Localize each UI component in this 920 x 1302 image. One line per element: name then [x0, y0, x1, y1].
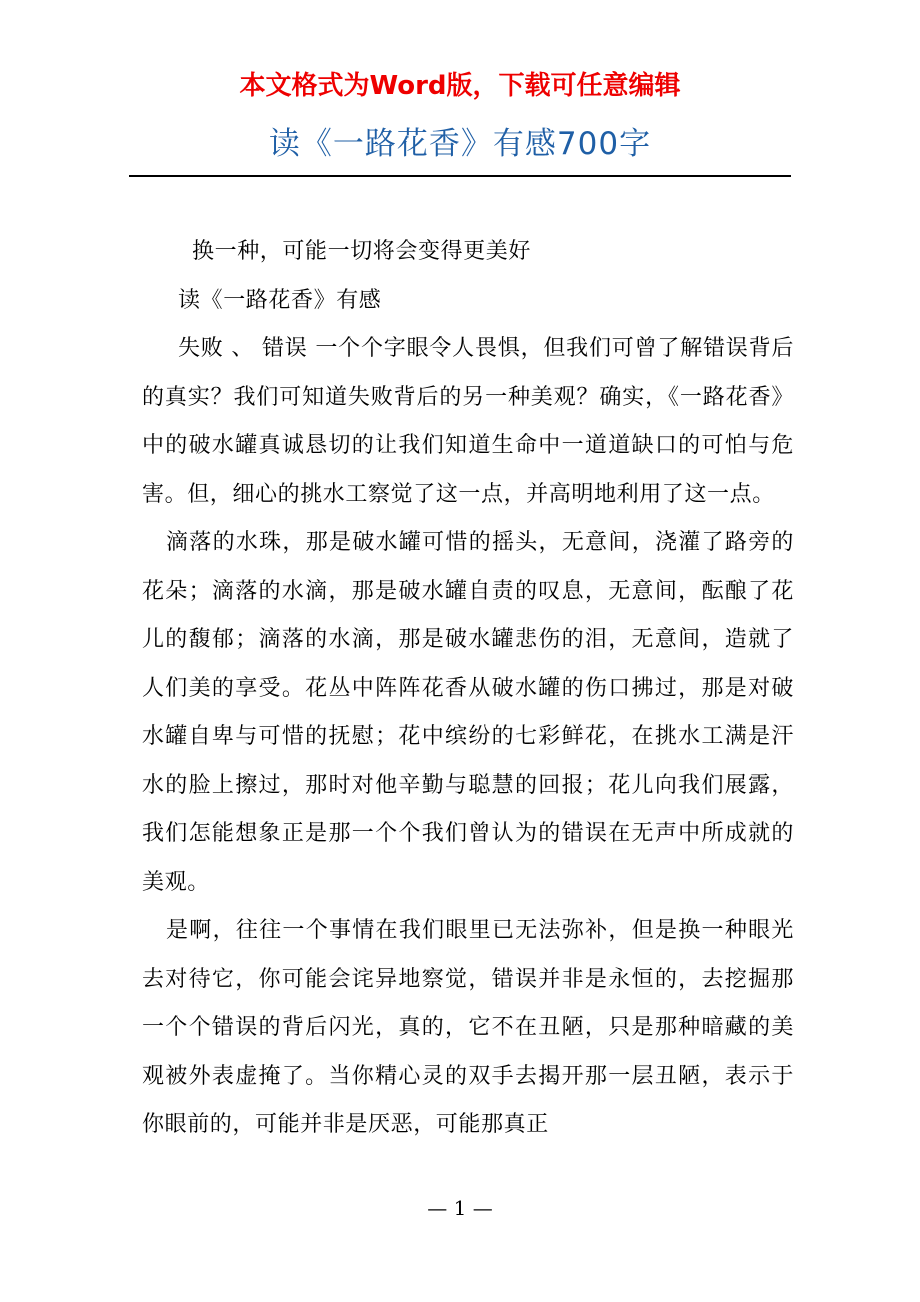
format-notice: 本文格式为Word版，下载可任意编辑	[239, 71, 681, 101]
paragraph-text: 滴落的水珠，那是破水罐可惜的摇头，无意间，浇灌了路旁的花朵；滴落的水滴，那是破水罐自责的叹息，无意间，酝酿了花儿的馥郁；滴落的水滴，那是破水罐悲伤的泪，无意间，造就了人们美的享受。花丛中阵阵花香从破水罐的伤口拂过，那是对破水罐自卑与可惜的抚慰；花中缤纷的七彩鲜花，在挑水工满是汗水的脸上擦过，那时对他辛勤与聪慧的回报；花儿向我们展露，我们怎能想象正是那一个个我们曾认为的错误在无声中所成就的美观。	[142, 530, 794, 895]
document-title: 读《一路花香》有感700字	[268, 126, 652, 162]
title-underline	[129, 175, 791, 177]
paragraph-heading: 读《一路花香》有感	[178, 287, 382, 313]
paragraph-text: 失败 、 错误 一个个字眼令人畏惧，但我们可曾了解错误背后的真实？我们可知道失败背后的另一种美观？确实，《一路花香》中的破水罐真诚恳切的让我们知道生命中一道道缺口的可怕与危害。但，细心的挑水工察觉了这一点，并高明地利用了这一点。	[142, 336, 794, 507]
paragraph-subtitle: 换一种，可能一切将会变得更美好	[192, 239, 532, 264]
document-body	[142, 228, 794, 1150]
paragraph-text: 是啊，往往一个事情在我们眼里已无法弥补，但是换一种眼光去对待它，你可能会诧异地察觉，错误并非是永恒的，去挖掘那一个个错误的背后闪光，真的，它不在丑陋，只是那种暗藏的美观被外表虚掩了。当你精心灵的双手去揭开那一层丑陋，表示于你眼前的，可能并非是厌恶，可能那真正	[142, 918, 794, 1137]
page-number: — 1 —	[427, 1196, 493, 1220]
